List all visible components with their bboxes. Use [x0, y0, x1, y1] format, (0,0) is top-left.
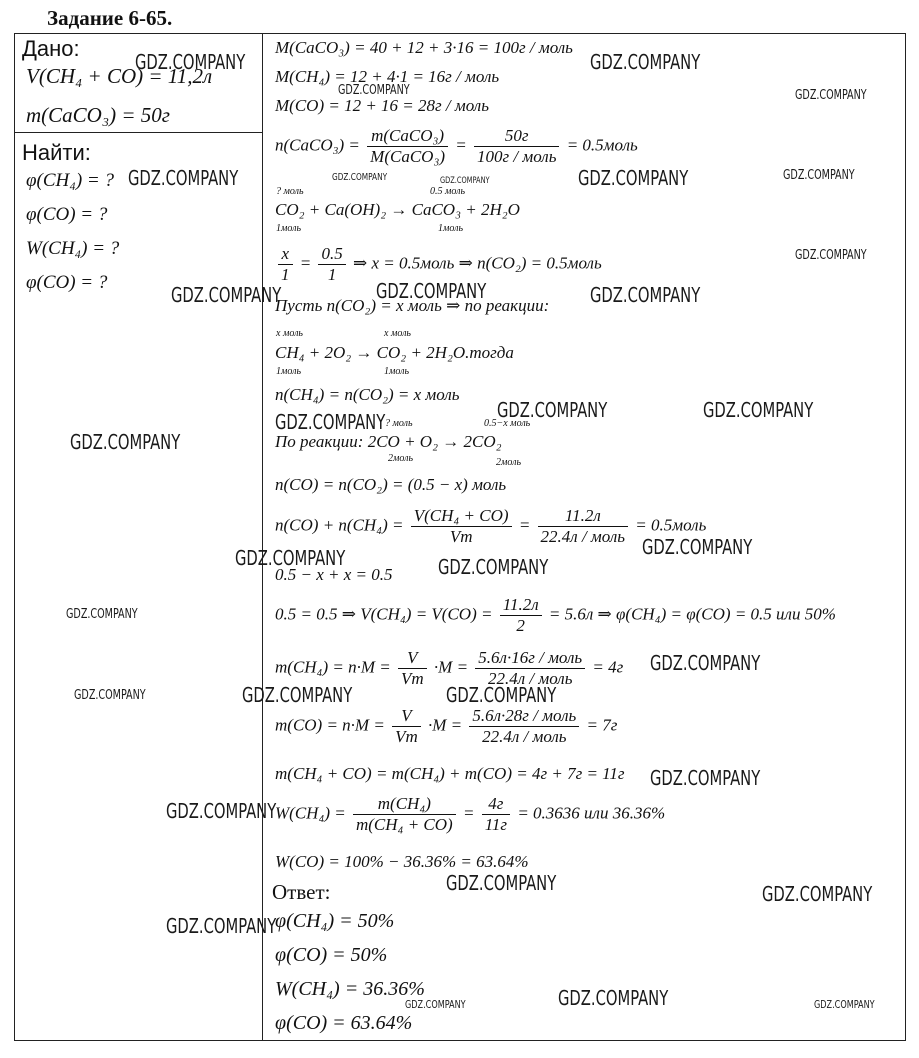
task-title: Задание 6-65. — [47, 6, 173, 30]
reaction3-equation: По реакции: 2CO + O₂ → 2CO₂ — [275, 432, 502, 451]
watermark: GDZ.COMPANY — [166, 799, 277, 823]
molar-mass-ch4: M(CH₄) = 12 + 4·1 = 16г / моль — [275, 67, 500, 86]
watermark: GDZ.COMPANY — [783, 168, 855, 183]
watermark: GDZ.COMPANY — [578, 166, 689, 190]
fraction: $\frac{\text{V(CH₄ + CO)}}{Vm}$ — [411, 506, 512, 547]
watermark: GDZ.COMPANY — [795, 88, 867, 103]
watermark: GDZ.COMPANY — [66, 607, 138, 622]
given-header: Дано: — [22, 36, 80, 61]
moles-ch4-equation: n(CH₄) = n(CO₂) = x моль — [275, 385, 460, 404]
fraction: $\frac{50г}{\text{100г / моль}}$ — [474, 126, 559, 167]
reaction3-below-left: 2моль — [388, 453, 414, 464]
fraction: $\frac{\text{5.6л·16г / моль}}{\text{22.4л / моль}}$ — [475, 648, 585, 689]
watermark: GDZ.COMPANY — [590, 50, 701, 74]
reaction3-above-left: ? моль — [385, 418, 413, 429]
reaction2-below-left: 1моль — [276, 366, 302, 377]
fraction: $\frac{V}{Vm}$ — [398, 648, 427, 689]
mass-sum: m(CH₄ + CO) = m(CH₄) + m(CO) = 4г + 7г = 11г — [275, 764, 625, 783]
reaction1-above-right: 0.5 моль — [430, 186, 466, 197]
reaction1-below-left: 1моль — [276, 223, 302, 234]
watermark: GDZ.COMPANY — [446, 683, 557, 707]
watermark: GDZ.COMPANY — [795, 248, 867, 263]
fraction: $\frac{\text{5.6л·28г / моль}}{\text{22.4л / моль}}$ — [469, 706, 579, 747]
find-phi-ch4: φ(CH₄) = ? — [26, 170, 114, 191]
mass-fraction-ch4: W(CH₄) = $\frac{\text{m(CH₄)}}{\text{m(CH₄ + CO)}}$ = $\frac{4г}{11г}$ = 0.3636 или 36.36% — [275, 794, 666, 834]
molar-mass-caco3: M(CaCO₃) = 40 + 12 + 3·16 = 100г / моль — [275, 38, 573, 57]
watermark: GDZ.COMPANY — [171, 283, 282, 307]
watermark: GDZ.COMPANY — [405, 998, 466, 1011]
watermark: GDZ.COMPANY — [762, 882, 873, 906]
watermark: GDZ.COMPANY — [438, 555, 549, 579]
moles-co-equation: n(CO) = n(CO₂) = (0.5 − x) моль — [275, 475, 507, 494]
watermark: GDZ.COMPANY — [332, 172, 388, 183]
fraction: $\frac{\text{m(CH₄)}}{\text{m(CH₄ + CO)}}$ — [353, 794, 456, 835]
watermark: GDZ.COMPANY — [135, 50, 246, 74]
watermark: GDZ.COMPANY — [275, 410, 386, 434]
reaction2-below-right: 1моль — [384, 366, 410, 377]
reaction2-above-left: x моль — [276, 328, 303, 339]
find-phi-co-2: φ(CO) = ? — [26, 272, 108, 293]
watermark: GDZ.COMPANY — [440, 176, 490, 186]
reaction1-equation: CO₂ + Ca(OH)₂ → CaCO₃ + 2H₂O — [275, 200, 520, 219]
watermark: GDZ.COMPANY — [590, 283, 701, 307]
let-statement: Пусть n(CO₂) = x моль ⇒ по реакции: — [275, 296, 550, 315]
watermark: GDZ.COMPANY — [446, 871, 557, 895]
watermark: GDZ.COMPANY — [703, 398, 814, 422]
find-phi-co: φ(CO) = ? — [26, 204, 108, 225]
watermark: GDZ.COMPANY — [338, 83, 410, 98]
watermark: GDZ.COMPANY — [376, 279, 487, 303]
volume-result: 0.5 = 0.5 ⇒ V(CH₄) = V(CO) = $\frac{11.2л}{2}$ = 5.6л ⇒ φ(CH₄) = φ(CO) = 0.5 или 50% — [275, 595, 836, 635]
fraction: $\frac{\text{m(CaCO₃)}}{\text{M(CaCO₃)}}$ — [367, 126, 448, 167]
fraction: $\frac{11.2л}{2}$ — [500, 595, 542, 636]
watermark: GDZ.COMPANY — [650, 651, 761, 675]
total-moles: n(CO) + n(CH₄) = $\frac{\text{V(CH₄ + CO)}}{Vm}$ = $\frac{11.2л}{\text{22.4л / моль}}$ = 0.5моль — [275, 506, 707, 546]
reaction2-above-right: x моль — [384, 328, 411, 339]
mass-fraction-co: W(CO) = 100% − 36.36% = 63.64% — [275, 852, 529, 871]
watermark: GDZ.COMPANY — [74, 688, 146, 703]
find-w-ch4: W(CH₄) = ? — [26, 238, 120, 259]
sum-check: 0.5 − x + x = 0.5 — [275, 565, 393, 584]
moles-caco3: n(CaCO₃) = $\frac{\text{m(CaCO₃)}}{\text{M(CaCO₃)}}$ = $\frac{50г}{\text{100г / моль}}$ = 0.5моль — [275, 126, 638, 166]
molar-mass-co: M(CO) = 12 + 16 = 28г / моль — [275, 96, 489, 115]
watermark: GDZ.COMPANY — [497, 398, 608, 422]
given-volume: V(CH₄ + CO) = 11,2л — [26, 64, 213, 88]
watermark: GDZ.COMPANY — [128, 166, 239, 190]
mass-co: m(CO) = n·M = $\frac{V}{Vm}$ ·M = $\frac{\text{5.6л·28г / моль}}{\text{22.4л / моль}}$ = 7г — [275, 706, 618, 746]
fraction: $\frac{11.2л}{\text{22.4л / моль}}$ — [538, 506, 628, 547]
reaction1-below-right: 1моль — [438, 223, 464, 234]
watermark: GDZ.COMPANY — [650, 766, 761, 790]
answer-header: Ответ: — [272, 880, 331, 904]
reaction1-above-left: ? моль — [276, 186, 304, 197]
watermark: GDZ.COMPANY — [166, 914, 277, 938]
answer-w-co: φ(CO) = 63.64% — [275, 1012, 413, 1034]
watermark: GDZ.COMPANY — [814, 998, 875, 1011]
answer-phi-co: φ(CO) = 50% — [275, 944, 388, 966]
fraction: $\frac{x}{1}$ — [278, 244, 293, 285]
watermark: GDZ.COMPANY — [642, 535, 753, 559]
reaction3-below-right: 2моль — [496, 457, 522, 468]
watermark: GDZ.COMPANY — [235, 546, 346, 570]
find-header: Найти: — [22, 140, 91, 165]
fraction: $\frac{4г}{11г}$ — [482, 794, 510, 835]
fraction: $\frac{V}{Vm}$ — [392, 706, 421, 747]
column-divider — [262, 33, 263, 1041]
proportion-x: $\frac{x}{1}$ = $\frac{0.5}{1}$ ⇒ x = 0.5моль ⇒ n(CO₂) = 0.5моль — [275, 244, 602, 285]
answer-w-ch4: W(CH₄) = 36.36% — [275, 978, 425, 1000]
mass-ch4: m(CH₄) = n·M = $\frac{V}{Vm}$ ·M = $\frac{\text{5.6л·16г / моль}}{\text{22.4л / моль}}$ = 4г — [275, 648, 624, 688]
given-mass: m(CaCO₃) = 50г — [26, 103, 170, 127]
watermark: GDZ.COMPANY — [242, 683, 353, 707]
answer-phi-ch4: φ(CH₄) = 50% — [275, 910, 395, 932]
watermark: GDZ.COMPANY — [558, 986, 669, 1010]
given-find-divider — [14, 132, 263, 133]
fraction: $\frac{0.5}{1}$ — [318, 244, 345, 285]
watermark: GDZ.COMPANY — [70, 430, 181, 454]
reaction3-above-right: 0.5−x моль — [484, 418, 531, 429]
reaction2-equation: CH₄ + 2O₂ → CO₂ + 2H₂O.тогда — [275, 343, 514, 362]
